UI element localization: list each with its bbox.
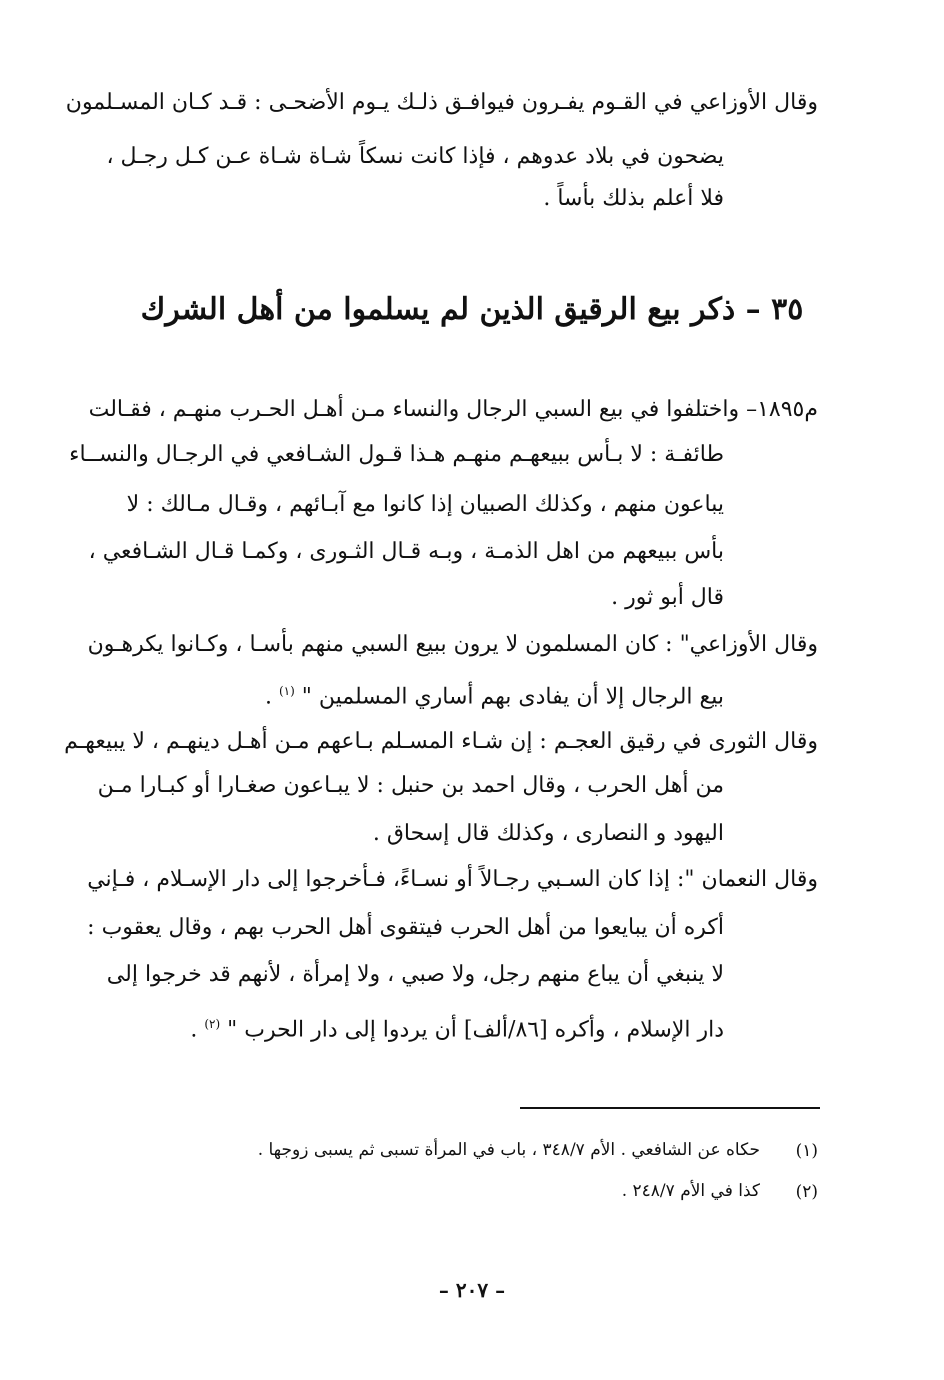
paragraph-2-line-2 [265,676,724,712]
section-heading: ٣٥ – ذكر بيع الرقيق الذين لم يسلموا من أهل الشرك [140,292,804,327]
paragraph-4-line-4 [190,1009,724,1045]
footnote-divider [520,1107,820,1109]
paragraph-4-line-2: أكره أن يبايعوا من أهل الحرب فيتقوى أهل الحرب بهم ، وقال يعقوب : [87,915,724,940]
paragraph-3-line-1: وقال الثورى في رقيق العجـم : إن شـاء المسـلم بـاعهم مـن أهـل دينهـم ، لا يبيعهـم [64,729,818,754]
footnote-2-number: (٢) [795,1182,818,1202]
paragraph-4-end: . [190,1017,205,1043]
intro-line-1: وقال الأوزاعي في القـوم يفـرون فيوافـق ذلـك يـوم الأضحـى : قـد كـان المسـلمون [65,90,818,115]
paragraph-2-end: . [264,684,279,710]
paragraph-1-line-5: قال أبو ثور . [611,585,724,610]
intro-line-2: يضحون في بلاد عدوهم ، فإذا كانت نسكاً شـاة شـاة عـن كـل رجـل ، [106,144,724,169]
paragraph-2-line-1: وقال الأوزاعي" : كان المسلمون لا يرون ببيع السبي منهم بأسـا ، وكـانوا يكرهـون [87,632,818,657]
page-number: – ٢٠٧ – [438,1278,506,1302]
footnote-2-text: كذا في الأم ٢٤٨/٧ . [621,1181,760,1201]
paragraph-1-line-4: بأس ببيعهم من اهل الذمـة ، وبـه قـال الثـورى ، وكمـا قـال الشـافعي ، [88,539,724,564]
paragraph-2-text: بيع الرجال إلا أن يفادى بهم أساري المسلمين " [294,684,724,710]
paragraph-4-text: دار الإسلام ، وأكره [٨٦/ألف] أن يردوا إلى دار الحرب " [220,1017,724,1043]
footnote-1-number: (١) [795,1141,818,1161]
paragraph-3-line-3: اليهود و النصارى ، وكذلك قال إسحاق . [372,821,724,846]
paragraph-1-line-3: يباعون منهم ، وكذلك الصبيان إذا كانوا مع آبـائهم ، وقـال مـالك : لا [126,492,724,517]
paragraph-1-line-2: طائفـة : لا بـأس ببيعهـم منهـم هـذا قـول الشـافعي في الرجـال والنســاء [69,442,724,467]
footnote-ref-1: (١) [278,684,295,698]
paragraph-3-line-2: من أهل الحرب ، وقال احمد بن حنبل : لا يبـاعون صغـارا أو كبـارا مـن [97,773,724,798]
paragraph-1-line-1: م١٨٩٥– واختلفوا في بيع السبي الرجال والنساء مـن أهـل الحـرب منهـم ، فقـالت [88,397,818,422]
paragraph-4-line-3: لا ينبغي أن يباع منهم رجل، ولا صبي ، ولا إمرأة ، لأنهم قد خرجوا إلى [106,962,724,987]
footnote-1-text: حكاه عن الشافعي . الأم ٣٤٨/٧ ، باب في المرأة تسبى ثم يسبى زوجها . [257,1140,760,1160]
intro-line-3: فلا أعلم بذلك بأساً . [543,186,724,211]
footnote-ref-2: (٢) [204,1017,221,1031]
paragraph-4-line-1: وقال النعمان ": إذا كان السـبي رجـالاً أو نسـاءً، فـأخرجوا إلى دار الإسـلام ، فـإني [87,867,818,892]
